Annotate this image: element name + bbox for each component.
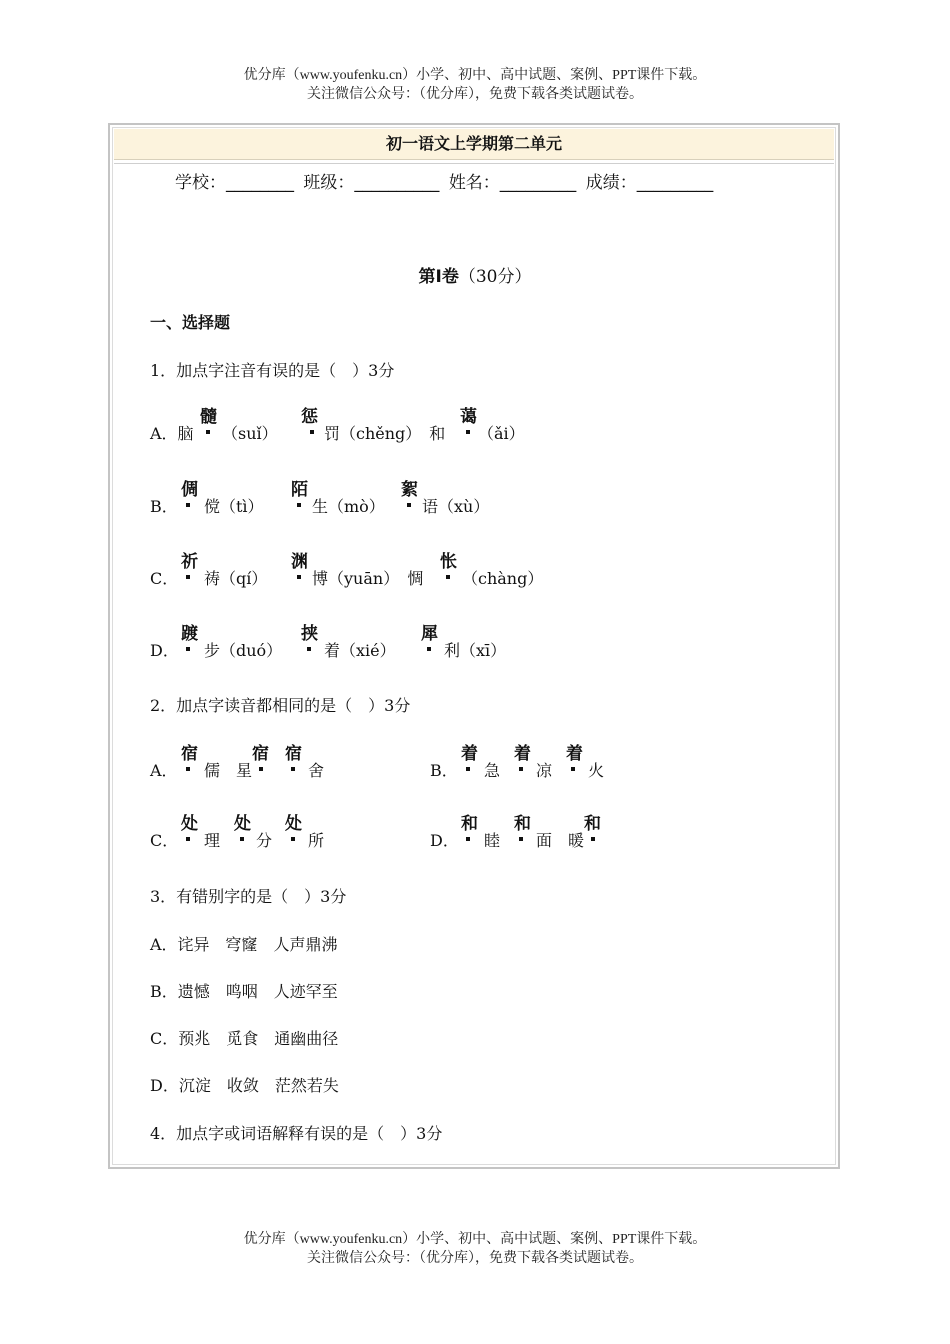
q4-stem: 4．加点字或词语解释有误的是（ ）3分: [150, 1124, 443, 1143]
q1-b-char-1: 倜: [181, 480, 198, 500]
q1-c-label: C．: [150, 569, 179, 588]
q2-d-char-2: 和: [514, 814, 531, 834]
volume-points: （30分）: [458, 267, 532, 287]
q2-b-char-2: 着: [514, 744, 531, 764]
q2-d-text-2: 面 暖: [536, 831, 585, 850]
header-line-2: 关注微信公众号：（优分库），免费下载各类试题试卷。: [307, 87, 643, 102]
q1-a-label: A．脑: [150, 424, 194, 443]
emphasis-dot: [186, 767, 190, 771]
footer-line-1: 优分库（www.youfenku.cn）小学、初中、高中试题、案例、PPT课件下载。: [243, 1232, 707, 1247]
q2-b-text-1: 急: [484, 761, 501, 780]
q2-b-char-1: 着: [461, 744, 478, 764]
emphasis-dot: [446, 575, 450, 579]
emphasis-dot: [466, 837, 470, 841]
q3-option-d: D．沉淀 收敛 茫然若失: [150, 1076, 339, 1095]
q2-c-text-2: 分: [256, 831, 273, 850]
q1-d-text-3: 利（xī）: [444, 641, 507, 660]
q2-b-text-3: 火: [588, 761, 605, 780]
q1-c-text-1: 祷（qí）: [204, 569, 268, 588]
volume-heading: [0, 262, 950, 287]
q1-a-text-1: （suǐ）: [222, 424, 278, 443]
q2-c-text-1: 理: [204, 831, 221, 850]
q2-d-char-3: 和: [584, 814, 601, 834]
emphasis-dot: [240, 837, 244, 841]
q2-c-text-3: 所: [308, 831, 325, 850]
q2-c-char-1: 处: [181, 814, 198, 834]
q1-b-char-3: 絮: [401, 480, 418, 500]
student-info-row: [175, 168, 717, 193]
emphasis-dot: [186, 575, 190, 579]
q1-a-char-1: 髓: [200, 407, 217, 427]
q1-a-char-2: 惩: [301, 407, 318, 427]
section-heading: 一、选择题: [150, 313, 231, 332]
q1-d-char-1: 踱: [181, 624, 198, 644]
q2-a-label: A．: [150, 761, 178, 780]
q2-b-label: B．: [430, 761, 458, 780]
emphasis-dot: [571, 767, 575, 771]
name-field[interactable]: 姓名：_________: [448, 173, 577, 193]
emphasis-dot: [259, 767, 263, 771]
q1-stem: 1．加点字注音有误的是（ ）3分: [150, 361, 395, 380]
title-divider: [114, 163, 834, 164]
q1-b-text-3: 语（xù）: [422, 497, 490, 516]
q2-a-char-2: 宿: [252, 744, 269, 764]
page-footer: [0, 1230, 950, 1268]
q1-c-char-2: 渊: [291, 552, 308, 572]
q3-stem: 3．有错别字的是（ ）3分: [150, 887, 347, 906]
q1-d-label: D．: [150, 641, 179, 660]
emphasis-dot: [186, 503, 190, 507]
q2-b-text-2: 凉: [536, 761, 553, 780]
q2-d-label: D．: [430, 831, 459, 850]
footer-line-2: 关注微信公众号：（优分库），免费下载各类试题试卷。: [307, 1251, 643, 1266]
q2-stem: 2．加点字读音都相同的是（ ）3分: [150, 696, 411, 715]
q2-c-char-3: 处: [285, 814, 302, 834]
q3-option-a: A．诧异 穹窿 人声鼎沸: [150, 935, 338, 954]
q1-a-text-3: （ǎi）: [478, 424, 525, 443]
q1-a-text-2: 罚（chěng） 和: [324, 424, 446, 443]
emphasis-dot: [466, 430, 470, 434]
emphasis-dot: [427, 647, 431, 651]
q2-d-char-1: 和: [461, 814, 478, 834]
score-field[interactable]: 成绩：_________: [585, 173, 714, 193]
emphasis-dot: [466, 767, 470, 771]
emphasis-dot: [291, 767, 295, 771]
q1-c-char-1: 祈: [181, 552, 198, 572]
emphasis-dot: [519, 767, 523, 771]
q2-a-char-3: 宿: [285, 744, 302, 764]
emphasis-dot: [291, 837, 295, 841]
q2-a-text-1: 儒 星: [204, 761, 253, 780]
q2-c-char-2: 处: [234, 814, 251, 834]
q2-a-text-3: 舍: [308, 761, 325, 780]
exam-title: 初一语文上学期第二单元: [114, 129, 834, 160]
q1-d-text-2: 着（xié）: [324, 641, 396, 660]
emphasis-dot: [591, 837, 595, 841]
q1-option-a: [150, 421, 194, 444]
emphasis-dot: [519, 837, 523, 841]
q1-b-char-2: 陌: [291, 480, 308, 500]
emphasis-dot: [297, 503, 301, 507]
emphasis-dot: [297, 575, 301, 579]
q2-a-char-1: 宿: [181, 744, 198, 764]
q1-d-char-2: 挟: [301, 624, 318, 644]
emphasis-dot: [407, 503, 411, 507]
q3-option-c: C．预兆 觅食 通幽曲径: [150, 1029, 339, 1048]
page-header: [0, 66, 950, 104]
q2-c-label: C．: [150, 831, 179, 850]
emphasis-dot: [186, 837, 190, 841]
q1-b-text-1: 傥（tì）: [204, 497, 264, 516]
q1-c-text-2: 博（yuān） 惆: [312, 569, 424, 588]
q1-d-char-3: 犀: [421, 624, 438, 644]
q1-a-char-3: 蔼: [460, 407, 477, 427]
emphasis-dot: [186, 647, 190, 651]
emphasis-dot: [310, 430, 314, 434]
q3-option-b: B．遗憾 鸣咽 人迹罕至: [150, 982, 338, 1001]
class-field[interactable]: 班级：__________: [303, 173, 440, 193]
volume-title: 第Ⅰ卷: [418, 267, 459, 287]
emphasis-dot: [307, 647, 311, 651]
q1-b-text-2: 生（mò）: [312, 497, 385, 516]
q1-c-char-3: 怅: [440, 552, 457, 572]
school-field[interactable]: 学校：________: [175, 173, 294, 193]
q1-b-label: B．: [150, 497, 178, 516]
header-line-1: 优分库（www.youfenku.cn）小学、初中、高中试题、案例、PPT课件下载。: [243, 68, 707, 83]
q2-d-text-1: 睦: [484, 831, 501, 850]
q1-c-text-3: （chàng）: [462, 569, 544, 588]
emphasis-dot: [206, 430, 210, 434]
q2-b-char-3: 着: [566, 744, 583, 764]
q1-d-text-1: 步（duó）: [204, 641, 283, 660]
